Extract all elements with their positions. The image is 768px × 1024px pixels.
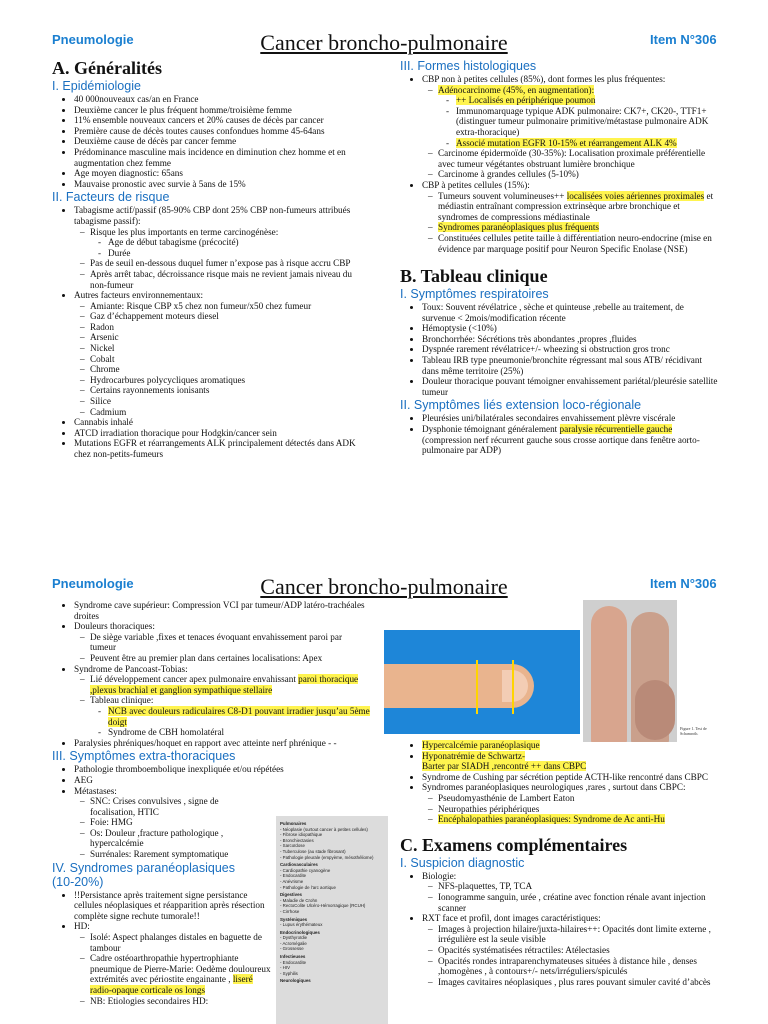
list-item: – Pas de seuil en-dessous duquel fumer n’expose pas à risque accru CBP (90, 258, 370, 269)
epidemiology-heading: I. Epidémiologie (52, 79, 141, 93)
epidemiology-list (52, 94, 370, 189)
subject-label: Pneumologie (52, 576, 134, 591)
list-item: – Radon (90, 322, 370, 333)
list-item: • Dysphonie témoignant généralement paralysie récurrentielle gauche (compression nerf récurrent gauche sous crosse aortique dans fenêtre aorto-pulmonaire par ADP) (422, 424, 718, 456)
list-item: • Tabagisme actif/passif (85-90% CBP dont 25% CBP non-fumeurs attribués tabagisme passif): – Risque les plus importants en terme carcinogénèse: - Age de début tabagisme (précocité) - Durée – Pas de seuil en-dessous duquel fumer n’expose pas à risque accru CBP – Après arrêt tabac, décroissance risque mais ne revient jamais niveau du non-fumeur (74, 205, 370, 290)
list-item: • ATCD irradiation thoracique pour Hodgkin/cancer sein (74, 428, 370, 439)
list-item: • Bronchorrhée: Sécrétions très abondantes ,propres ,fluides (422, 334, 718, 345)
list-item: – Tableau clinique: - NCB avec douleurs radiculaires C8-D1 pouvant irradier jusqu’au 5ème doigt - Syndrome de CBH homolatéral (90, 695, 370, 737)
list-item: – NFS-plaquettes, TP, TCA (438, 881, 718, 892)
list-item: • Douleurs thoraciques: – De siège variable ,fixes et tenaces évoquant envahissement paroi par tumeur – Peuvent être au premier plan dans certaines localisations: Apex (74, 621, 370, 663)
list-item: • Mutations EGFR et réarrangements ALK principalement détectés dans ADK chez non-petits-fumeurs (74, 438, 370, 459)
list-item: – Amiante: Risque CBP x5 chez non fumeur/x50 chez fumeur (90, 301, 370, 312)
list-item: • Prédominance masculine mais incidence en diminution chez homme et en augmentation chez femme (74, 147, 370, 168)
paraneoplastic-list (52, 890, 274, 1007)
right-column (400, 58, 718, 456)
list-item: • Deuxième cause de décès par cancer femme (74, 136, 370, 147)
list-item: • !!Persistance après traitement signe persistance cellules néoplasiques et réapparition après résection complète signe rechute tumorale!! (74, 890, 274, 922)
list-item: • Syndrome de Pancoast-Tobias: – Lié développement cancer apex pulmonaire envahissant paroi thoracique ,plexus brachial et ganglion sympathique stellaire – Tableau clinique: - NCB avec douleurs radiculaires C8-D1 pouvant irradier jusqu’au 5ème doigt - Syndrome de CBH homolatéral (74, 664, 370, 738)
list-item: – Pseudomyasthénie de Lambert Eaton (438, 793, 718, 804)
list-item: – Peuvent être au premier plan dans certaines localisations: Apex (90, 653, 370, 664)
histology-list (400, 74, 718, 254)
list-item: • Syndrome cave supérieur: Compression VCI par tumeur/ADP latéro-trachéales droites (74, 600, 370, 621)
list-item: – Foie: HMG (90, 817, 260, 828)
list-item: – Neuropathies périphériques (438, 804, 718, 815)
list-item: • 40 000nouveaux cas/an en France (74, 94, 370, 105)
list-item: - NCB avec douleurs radiculaires C8-D1 pouvant irradier jusqu’au 5ème doigt (108, 706, 370, 727)
item-number: Item N°306 (650, 576, 717, 591)
list-item: – Carcinome à grandes cellules (5-10%) (438, 169, 718, 180)
list-item: • CBP non à petites cellules (85%), dont formes les plus fréquentes: – Adénocarcinome (45%, en augmentation): - ++ Localisés en périphérique poumon - Immunomarquage typique ADK pulmonaire: CK7+, CK20-, TTF1+ (distinguer tumeur pulmonaire primitive/métastase pulmonaire ADK extra-thoracique) - Associé mutation EGFR 10-15% et réarrangement ALK 4% – Carcinome épidermoïde (30-35%): Localisation proximale préférentielle avec tumeur végétantes obstruant lumière bronchique – Carcinome à grandes cellules (5-10%) (422, 74, 718, 180)
list-item: – Opacités rondes intraparenchymateuses situées à distance hile , denses ,homogènes , à contours+/- nets/irréguliers/spiculés (438, 956, 718, 977)
page-title: Cancer broncho-pulmonaire (260, 574, 508, 599)
respiratory-symptoms-list (400, 302, 718, 397)
list-item: – Certains rayonnements ionisants (90, 385, 370, 396)
list-item: • Syndromes paranéoplasiques neurologiques ,rares , surtout dans CBPC: – Pseudomyasthénie de Lambert Eaton – Neuropathies périphériques – Encéphalopathies paranéoplasiques: Syndrome de Ac anti-Hu (422, 782, 718, 824)
list-item: • Deuxième cancer le plus fréquent homme/troisième femme (74, 105, 370, 116)
list-item: – De siège variable ,fixes et tenaces évoquant envahissement paroi par tumeur (90, 632, 370, 653)
list-item: • Métastases: – SNC: Crises convulsives , signe de focalisation, HTIC – Foie: HMG – Os: Douleur ,fracture pathologique , hypercalcémie – Surrénales: Rarement symptomatique (74, 786, 370, 860)
locoregional-list (400, 413, 718, 455)
risk-factors-list (52, 205, 370, 459)
item-number: Item N°306 (650, 32, 717, 47)
list-item: • Age moyen diagnostic: 65ans (74, 168, 370, 179)
list-item: • Cannabis inhalé (74, 417, 370, 428)
list-item: – Carcinome épidermoïde (30-35%): Localisation proximale préférentielle avec tumeur végétantes obstruant lumière bronchique (438, 148, 718, 169)
respiratory-symptoms-heading: I. Symptômes respiratoires (400, 287, 549, 302)
list-item: • Hémoptysie (<10%) (422, 323, 718, 334)
list-item: – Gaz d’échappement moteurs diesel (90, 311, 370, 322)
list-item: • Pathologie thromboembolique inexpliquée et/ou répétées (74, 764, 370, 775)
list-item: – Après arrêt tabac, décroissance risque mais ne revient jamais niveau du non-fumeur (90, 269, 370, 290)
list-item: • Toux: Souvent révélatrice , sèche et quinteuse ,rebelle au traitement, de survenue < 2mois/modification récente (422, 302, 718, 323)
list-item: • Autres facteurs environnementaux: – Amiante: Risque CBP x5 chez non fumeur/x50 chez fumeur – Gaz d’échappement moteurs diesel – Radon – Arsenic – Nickel – Cobalt – Chrome – Hydrocarbures polycycliques aromatiques – Certains rayonnements ionisants – Silice – Cadmium (74, 290, 370, 417)
list-item: • CBP à petites cellules (15%): – Tumeurs souvent volumineuses++ localisées voies aériennes proximales et médiastin entraînant compression extrinsèque arbre bronchique et syndromes de compressions médiastinale – Syndromes paranéoplasiques plus fréquents – Constituées cellules petite taille à différentiation neuro-endocrine (mise en évidence par marquage positif pour Neuron Specific Enolase (NSE) (422, 180, 718, 254)
list-item: - ++ Localisés en périphérique poumon (456, 95, 718, 106)
list-item: • Paralysies phréniques/hoquet en rapport avec atteinte nerf phrénique - - (74, 738, 370, 749)
clubbed-finger-photo (384, 630, 580, 734)
extra-thoracic-heading: III. Symptômes extra-thoraciques (52, 749, 236, 764)
list-item: – Syndromes paranéoplasiques plus fréquents (438, 222, 718, 233)
list-item: - Durée (108, 248, 370, 259)
list-item: – Arsenic (90, 332, 370, 343)
list-item: – Cadre ostéoarthropathie hypertrophiante pneumique de Pierre-Marie: Oedème douloureux extrémités avec périostite engainante , liseré radio-opaque corticale os longs (90, 953, 274, 995)
list-item: • Première cause de décès toutes causes confondues homme 45-64ans (74, 126, 370, 137)
figure-caption: Figure 1. Test de Schamroth. (680, 726, 707, 736)
list-item: • RXT face et profil, dont images caractéristiques: – Images à projection hilaire/juxta-hilaires++: Opacités dont limite externe , irrégulière est la seule visible – Opacités systématisées rétractiles: Atélectasies – Opacités rondes intraparenchymateuses situées à distance hile , denses ,homogènes , à contours+/- nets/irréguliers/spiculés – Images cavitaires néoplasiques , plus rares pouvant simuler cavité d’abcès (422, 913, 718, 987)
list-item: • AEG (74, 775, 370, 786)
list-item: • Mauvaise pronostic avec survie à 5ans de 15% (74, 179, 370, 190)
risk-factors-heading: II. Facteurs de risque (52, 190, 170, 205)
left-column (52, 58, 370, 460)
list-item: – Encéphalopathies paranéoplasiques: Syndrome de Ac anti-Hu (438, 814, 718, 825)
list-item: – Cobalt (90, 354, 370, 365)
thoracic-symptoms-list (52, 600, 370, 748)
list-item: • Hypercalcémie paranéoplasique (422, 740, 718, 751)
right-column (400, 740, 718, 987)
schamroth-test-photo (583, 600, 677, 742)
list-item: • Pleurésies uni/bilatérales secondaires envahissement plèvre viscérale (422, 413, 718, 424)
histology-heading: III. Formes histologiques (400, 59, 537, 73)
section-a-heading: A. Généralités (52, 58, 162, 78)
list-item: • HD: – Isolé: Aspect phalanges distales en baguette de tambour – Cadre ostéoarthropathie hypertrophiante pneumique de Pierre-Marie: Oedème douloureux extrémités avec périostite engainante , liseré radio-opaque corticale os longs – NB: Etiologies secondaires HD: (74, 921, 274, 1006)
clubbing-etiologies-table: Pulmonaires - Néoplasie (surtout cancer à petites cellules) - Fibrose idiopathique - Bronchiectasies - Sarcoïdose - Tuberculose (au stade fibrosant) - Pathologie pleurale (empyème, mésothéliome) Cardiovasculaires - Cardiopathie cyanogène - Endocardite - Anévrisme - Pathologie de l’arc aortique Digestives - Maladie de Crohn - RectoColite Ulcéro-Hémorragique (RCUH) - Cirrhose Systémiques - Lupus érythémateux Endocrinologiques - Dysthyroïdie - Acromégalie - Grossesse Infectieuses - Endocardite - HIV - Syphilis Neurologiques (276, 816, 388, 1024)
list-item: – Images cavitaires néoplasiques , plus rares pouvant simuler cavité d’abcès (438, 977, 718, 988)
list-item: – Constituées cellules petite taille à différentiation neuro-endocrine (mise en évidence par marquage positif pour Neuron Specific Enolase (NSE) (438, 233, 718, 254)
section-c-heading: C. Examens complémentaires (400, 834, 628, 855)
list-item: • Syndrome de Cushing par sécrétion peptide ACTH-like rencontré dans CBPC (422, 772, 718, 783)
list-item: - Age de début tabagisme (précocité) (108, 237, 370, 248)
list-item: – Chrome (90, 364, 370, 375)
paraneoplastic-heading: IV. Syndromes paranéoplasiques (10-20%) (52, 860, 235, 889)
list-item: – Isolé: Aspect phalanges distales en baguette de tambour (90, 932, 274, 953)
list-item: – Nickel (90, 343, 370, 354)
list-item: – Silice (90, 396, 370, 407)
list-item: – Cadmium (90, 407, 370, 418)
list-item: – Hydrocarbures polycycliques aromatiques (90, 375, 370, 386)
list-item: – Ionogramme sanguin, urée , créatine avec fonction rénale avant injection scanner (438, 892, 718, 913)
section-b-heading: B. Tableau clinique (400, 266, 548, 287)
list-item: • Tableau IRB type pneumonie/bronchite régressant mal sous ATB/ récidivant dans même territoire (25%) (422, 355, 718, 376)
diagnosis-suspicion-heading: I. Suspicion diagnostic (400, 855, 525, 870)
list-item: • Douleur thoracique pouvant témoigner envahissement pariétal/pleurésie satellite tumeur (422, 376, 718, 397)
locoregional-heading: II. Symptômes liés extension loco-régionale (400, 398, 642, 413)
list-item: – Os: Douleur ,fracture pathologique , hypercalcémie (90, 828, 260, 849)
list-item: • Biologie: – NFS-plaquettes, TP, TCA – Ionogramme sanguin, urée , créatine avec fonction rénale avant injection scanner (422, 871, 718, 913)
list-item: – Opacités systématisées rétractiles: Atélectasies (438, 945, 718, 956)
list-item: • Dyspnée rarement révélatrice+/- wheezing si obstruction gros tronc (422, 344, 718, 355)
list-item: – NB: Etiologies secondaires HD: (90, 996, 274, 1007)
list-item: – Risque les plus importants en terme carcinogénèse: - Age de début tabagisme (précocité) - Durée (90, 227, 370, 259)
list-item: – Images à projection hilaire/juxta-hilaires++: Opacités dont limite externe , irrégulière est la seule visible (438, 924, 718, 945)
list-item: – Tumeurs souvent volumineuses++ localisées voies aériennes proximales et médiastin entraînant compression extrinsèque arbre bronchique et syndromes de compressions médiastinale (438, 191, 718, 223)
paraneoplastic-list-cont (400, 740, 718, 825)
subject-label: Pneumologie (52, 32, 134, 47)
page-2 (0, 568, 768, 1024)
list-item: - Syndrome de CBH homolatéral (108, 727, 370, 738)
list-item: – Surrénales: Rarement symptomatique (90, 849, 260, 860)
list-item: • 11% ensemble nouveaux cancers et 20% causes de décès par cancer (74, 115, 370, 126)
list-item: - Immunomarquage typique ADK pulmonaire: CK7+, CK20-, TTF1+ (distinguer tumeur pulmonaire primitive/métastase pulmonaire ADK extra-thoracique) (456, 106, 718, 138)
list-item: – Adénocarcinome (45%, en augmentation): - ++ Localisés en périphérique poumon - Immunomarquage typique ADK pulmonaire: CK7+, CK20-, TTF1+ (distinguer tumeur pulmonaire primitive/métastase pulmonaire ADK extra-thoracique) - Associé mutation EGFR 10-15% et réarrangement ALK 4% (438, 85, 718, 149)
page-title: Cancer broncho-pulmonaire (260, 30, 508, 55)
list-item: • Hyponatrémie de Schwartz- Barter par SIADH ,rencontré ++ dans CBPC (422, 751, 718, 772)
list-item: - Associé mutation EGFR 10-15% et réarrangement ALK 4% (456, 138, 718, 149)
list-item: – SNC: Crises convulsives , signe de focalisation, HTIC (90, 796, 260, 817)
exams-list (400, 871, 718, 988)
list-item: – Lié développement cancer apex pulmonaire envahissant paroi thoracique ,plexus brachial et ganglion sympathique stellaire (90, 674, 370, 695)
